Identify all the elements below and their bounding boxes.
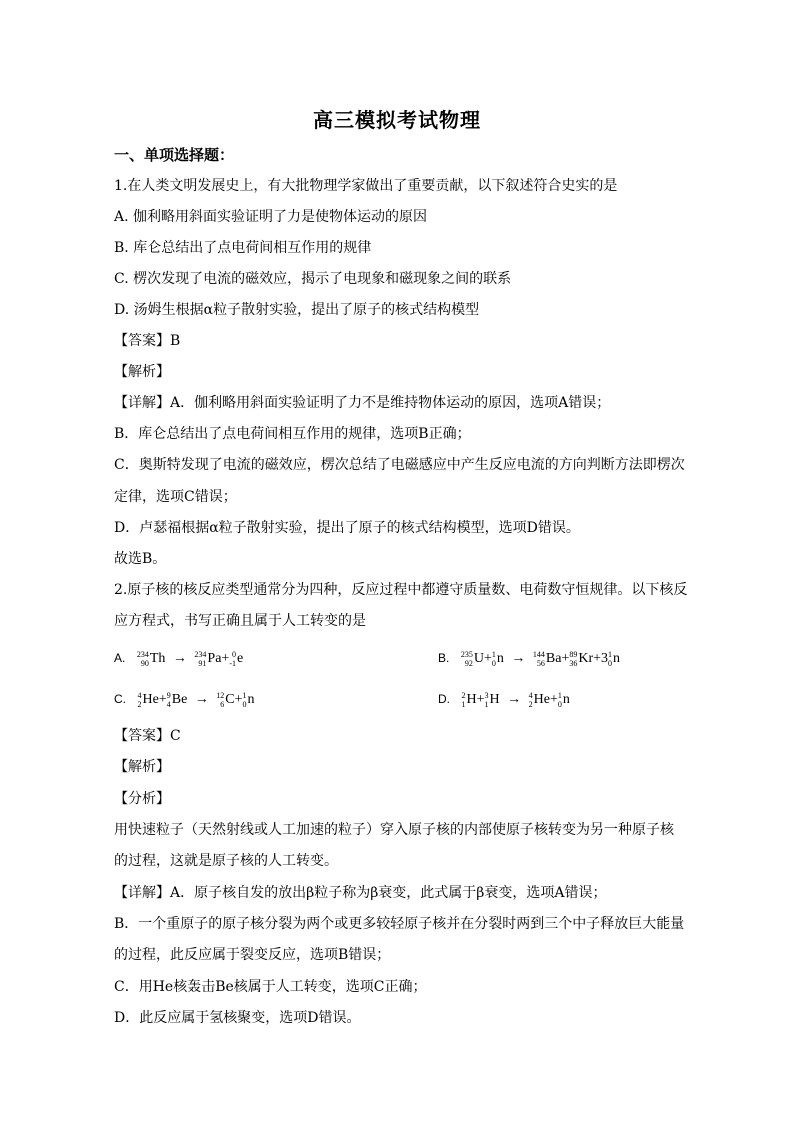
q1-detail-line: 定律，选项C错误； [114, 489, 237, 505]
q1-detail-line: 故选B。 [114, 551, 167, 567]
q1-detail-line: D．卢瑟福根据α粒子散射实验，提出了原子的核式结构模型，选项D错误。 [114, 520, 580, 536]
q2-option-d-equation: D. 2 1 H+ 3 1 H → 4 2 He+ 1 0 n [438, 690, 570, 709]
nuclide-indices: 234 91 [194, 649, 207, 668]
q2-answer: 【答案】C [114, 728, 181, 744]
option-label: A. [114, 651, 126, 665]
nuclide-indices: 12 6 [216, 690, 225, 709]
reaction-arrow: → [172, 651, 187, 666]
reaction-arrow: → [194, 692, 209, 707]
nuclide-indices: 3 1 [484, 690, 489, 709]
nuclide-indices: 4 2 [528, 690, 533, 709]
q2-stem-line: 2.原子核的核反应类型通常分为四种，反应过程中都遵守质量数、电荷数守恒规律。以下核反 [114, 582, 688, 598]
nuclide-indices: 9 4 [166, 690, 171, 709]
option-label: D. [438, 692, 450, 706]
reaction-arrow: → [511, 651, 526, 666]
q1-option-c: C. 楞次发现了电流的磁效应，揭示了电现象和磁现象之间的联系 [114, 271, 512, 287]
q2-body-line: C．用He核轰击Be核属于人工转变，选项C正确； [114, 979, 427, 995]
q2-fenxi-label: 【分析】 [114, 791, 170, 807]
nuclide-indices: 235 92 [460, 649, 473, 668]
q2-body-line: B．一个重原子的原子核分裂为两个或更多较轻原子核并在分裂时两到三个中子释放巨大能量 [114, 916, 685, 932]
option-label: B. [438, 651, 450, 665]
q2-option-b-equation: B. 235 92 U+ 1 0 n → 144 56 Ba+ 89 36 Kr+3 1 0 n [438, 649, 621, 668]
page-title: 高三模拟考试物理 [313, 108, 481, 132]
nuclide-indices: 1 0 [491, 649, 496, 668]
q1-stem: 1.在人类文明发展史上，有大批物理学家做出了重要贡献，以下叙述符合史实的是 [114, 178, 618, 194]
nuclide-indices: 2 1 [461, 690, 466, 709]
q2-body-line: 的过程，这就是原子核的人工转变。 [114, 853, 338, 869]
q1-detail-line: B．库仑总结出了点电荷间相互作用的规律，选项B正确； [114, 426, 471, 442]
q2-stem-line: 应方程式，书写正确且属于人工转变的是 [114, 613, 366, 629]
nuclide-indices: 144 56 [532, 649, 545, 668]
q2-body-line: D．此反应属于氢核聚变，选项D错误。 [114, 1010, 361, 1026]
q2-analysis-label: 【解析】 [114, 759, 170, 775]
reaction-arrow: → [507, 692, 522, 707]
nuclide-indices: 4 2 [137, 690, 142, 709]
q2-option-a-equation: A. 234 90 Th → 234 91 Pa+ 0 -1 e [114, 649, 244, 668]
q1-answer: 【答案】B [114, 333, 181, 349]
nuclide-indices: 1 0 [608, 649, 613, 668]
q1-analysis-label: 【解析】 [114, 364, 170, 380]
q1-detail-line: 【详解】A．伽利略用斜面实验证明了力不是维持物体运动的原因，选项A错误； [114, 395, 611, 411]
q1-detail-line: C．奥斯特发现了电流的磁效应，楞次总结了电磁感应中产生反应电流的方向判断方法即楞次 [114, 457, 685, 473]
q1-option-a: A. 伽利略用斜面实验证明了力是使物体运动的原因 [114, 209, 428, 225]
nuclide-indices: 234 90 [136, 649, 149, 668]
q1-option-b: B. 库仑总结出了点电荷间相互作用的规律 [114, 240, 372, 256]
option-label: C. [114, 692, 126, 706]
q2-body-line: 的过程，此反应属于裂变反应，选项B错误； [114, 947, 391, 963]
q2-body-line: 【详解】A．原子核自发的放出β粒子称为β衰变，此式属于β衰变，选项A错误； [114, 885, 607, 901]
nuclide-indices: 1 0 [242, 690, 247, 709]
q2-option-c-equation: C. 4 2 He+ 9 4 Be → 12 6 C+ 1 0 n [114, 690, 255, 709]
nuclide-indices: 89 36 [569, 649, 578, 668]
nuclide-indices: 0 -1 [229, 649, 236, 668]
nuclide-indices: 1 0 [557, 690, 562, 709]
section-heading: 一、单项选择题： [114, 146, 235, 164]
q2-body-line: 用快速粒子（天然射线或人工加速的粒子）穿入原子核的内部使原子核转变为另一种原子核 [114, 822, 674, 838]
q1-option-d: D. 汤姆生根据α粒子散射实验，提出了原子的核式结构模型 [114, 302, 480, 318]
